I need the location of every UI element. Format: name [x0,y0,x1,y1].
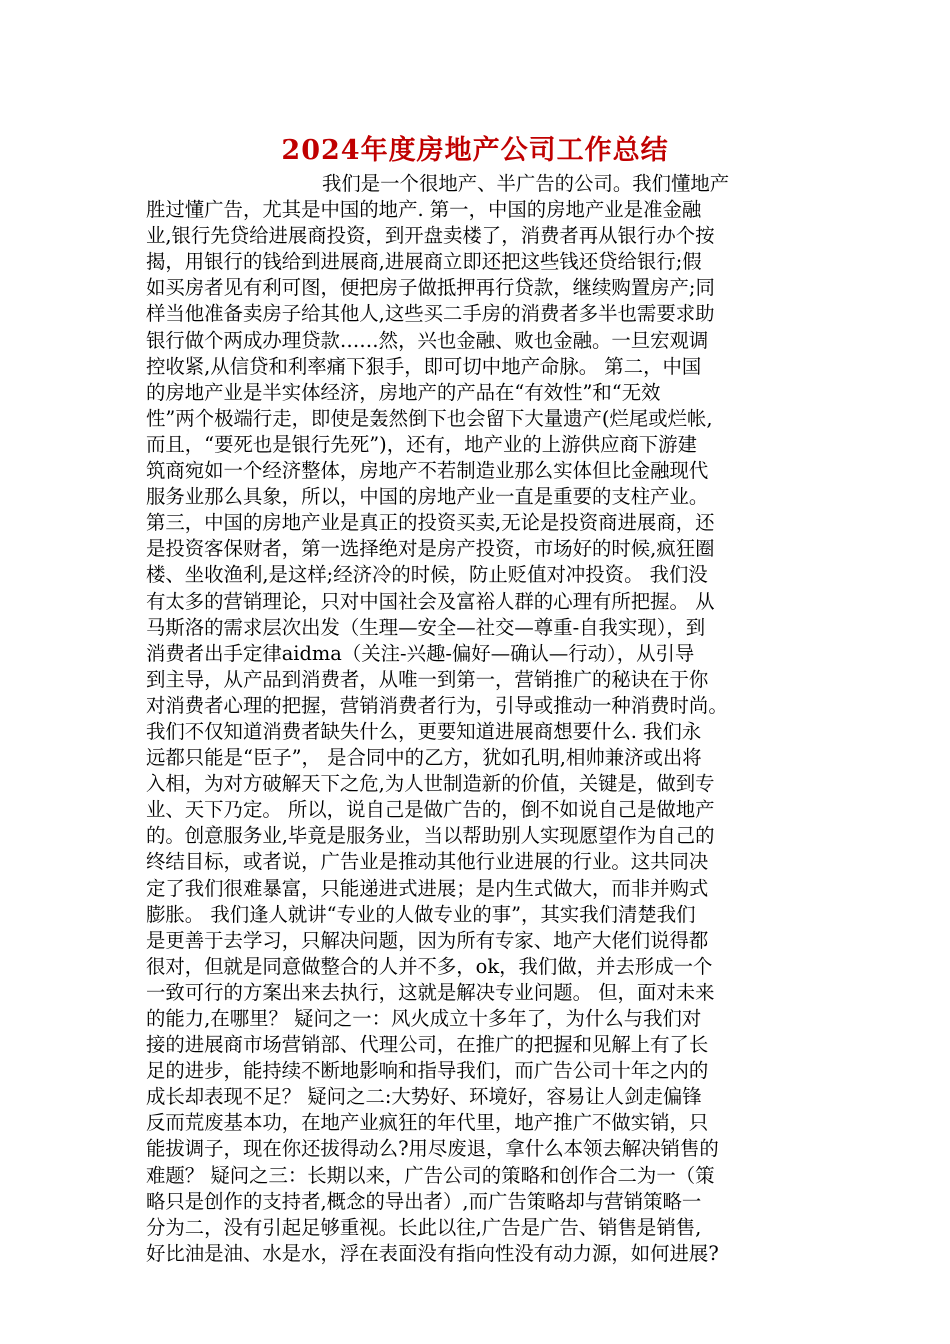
body-line: 胜过懂广告，尤其是中国的地产. 第一，中国的房地产业是准金融 [146,198,702,222]
body-line: 略只是创作的支持者,概念的导出者）,而广告策略却与营销策略一 [146,1189,702,1213]
body-line: 对消费者心理的把握，营销消费者行为，引导或推动一种消费时尚。 [146,693,728,717]
body-line: 有太多的营销理论，只对中国社会及富裕人群的心理有所把握。 从 [146,589,715,613]
body-line: 筑商宛如一个经济整体，房地产不若制造业那么实体但比金融现代 [146,459,709,483]
body-line: 样当他准备卖房子给其他人,这些买二手房的消费者多半也需要求助 [146,302,715,326]
body-line: 而且，“要死也是银行先死”)，还有，地产业的上游供应商下游建 [146,432,697,456]
body-line: 的能力,在哪里？ 疑问之一：风火成立十多年了，为什么与我们对 [146,1007,702,1030]
body-line: 是投资客保财者，第一选择绝对是房产投资，市场好的时候,疯狂圈 [146,537,715,561]
body-line: 难题？ 疑问之三：长期以来，广告公司的策略和创作合二为一（策 [146,1163,715,1187]
document-body [146,171,816,1267]
body-line: 膨胀。 我们逢人就讲“专业的人做专业的事”，其实我们清楚我们 [146,902,696,926]
body-line: 的。创意服务业,毕竟是服务业，当以帮助别人实现愿望作为自己的 [146,824,715,848]
body-line: 远都只能是“臣子”， 是合同中的乙方，犹如孔明,相帅兼济或出将 [146,746,702,770]
body-line: 是更善于去学习，只解决问题，因为所有专家、地产大佬们说得都 [146,928,709,952]
body-line: 我们不仅知道消费者缺失什么，更要知道进展商想要什么. 我们永 [146,719,702,743]
body-line: 马斯洛的需求层次出发（生理—安全—社交—尊重-自我实现），到 [146,615,706,639]
body-line: 消费者出手定律aidma（关注-兴趣-偏好—确认—行动），从引导 [146,641,695,665]
body-line: 入相，为对方破解天下之危,为人世制造新的价值，关键是，做到专 [146,772,715,796]
body-line: 控收紧,从信贷和利率痛下狠手，即可切中地产命脉。 第二，中国 [146,354,702,378]
body-line: 的房地产业是半实体经济，房地产的产品在“有效性”和“无效 [146,380,661,404]
body-line: 终结目标，或者说，广告业是推动其他行业进展的行业。这共同决 [146,850,709,874]
body-line: 银行做个两成办理贷款……然，兴也金融、败也金融。一旦宏观调 [146,328,709,352]
body-line: 反而荒废基本功，在地产业疯狂的年代里，地产推广不做实销，只 [146,1111,709,1135]
body-line: 很对，但就是同意做整合的人并不多，ok，我们做，并去形成一个 [146,954,713,978]
body-line: 到主导，从产品到消费者，从唯一到第一，营销推广的秘诀在于你 [146,667,709,691]
body-line: 揭，用银行的钱给到进展商,进展商立即还把这些钱还贷给银行;假 [146,250,702,274]
body-line: 性”两个极端行走，即使是轰然倒下也会留下大量遗产(烂尾或烂帐, [146,406,713,430]
body-line: 一致可行的方案出来去执行，这就是解决专业问题。 但，面对未来 [146,980,715,1004]
body-line: 成长却表现不足？ 疑问之二:大势好、环境好，容易让人剑走偏锋 [146,1085,702,1109]
body-line: 我们是一个很地产、半广告的公司。我们懂地产 [322,172,730,195]
body-line: 业、天下乃定。 所以，说自己是做广告的，倒不如说自己是做地产 [146,798,715,822]
body-line: 第三，中国的房地产业是真正的投资买卖,无论是投资商进展商，还 [146,511,715,535]
body-line: 分为二，没有引起足够重视。长此以往,广告是广告、销售是销售, [146,1215,702,1239]
body-line: 足的进步，能持续不断地影响和指导我们，而广告公司十年之内的 [146,1059,709,1083]
body-line: 接的进展商市场营销部、代理公司，在推广的把握和见解上有了长 [146,1033,709,1057]
document-title: 2024年度房地产公司工作总结 [281,135,669,166]
body-line: 好比油是油、水是水，浮在表面没有指向性没有动力源，如何进展? [146,1241,719,1265]
body-line: 业,银行先贷给进展商投资，到开盘卖楼了，消费者再从银行办个按 [146,224,715,248]
body-line: 服务业那么具象，所以，中国的房地产业一直是重要的支柱产业。 [146,485,709,509]
body-line: 楼、坐收渔利,是这样;经济冷的时候，防止贬值对冲投资。 我们没 [146,563,708,587]
body-line: 如买房者见有利可图，便把房子做抵押再行贷款，继续购置房产;同 [146,276,715,300]
body-line: 定了我们很难暴富，只能递进式进展；是内生式做大，而非并购式 [146,876,709,900]
body-line: 能拔调子，现在你还拔得动么?用尽废退，拿什么本领去解决销售的 [146,1137,719,1161]
